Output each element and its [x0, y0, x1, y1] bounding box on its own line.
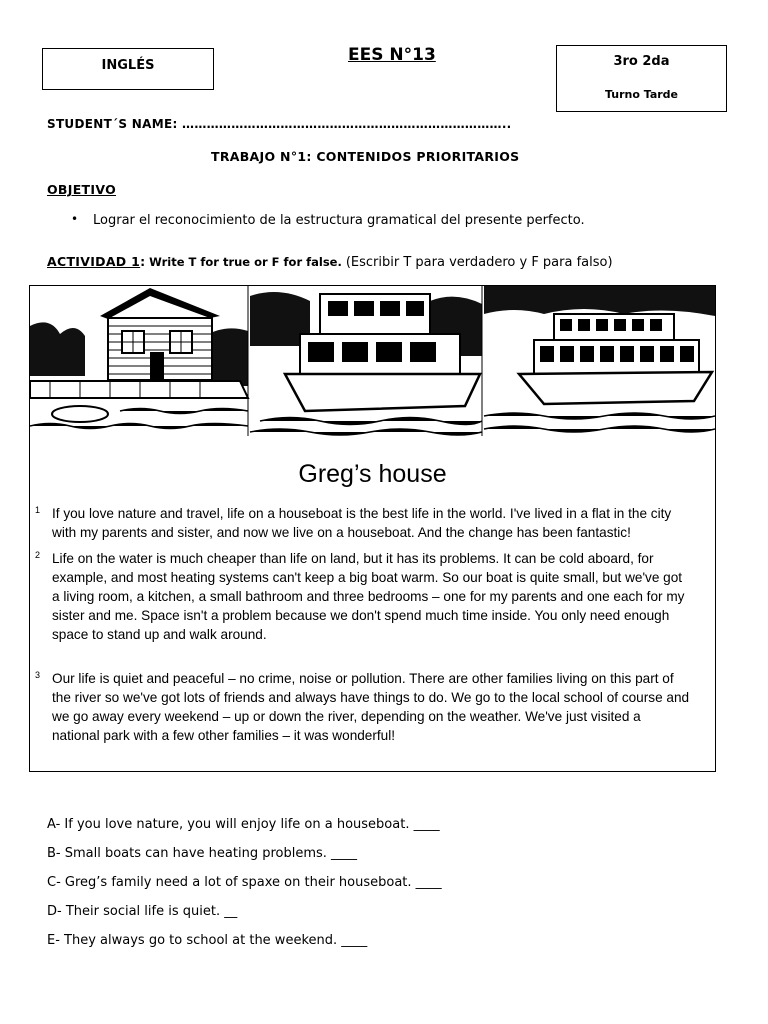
bullet-marker: •: [71, 212, 79, 226]
objective-heading: OBJETIVO: [47, 182, 117, 197]
statement-b: B- Small boats can have heating problems. ____: [47, 846, 358, 861]
activity-instruction: Write T for true or F for false.: [149, 255, 342, 269]
reading-paragraph: Our life is quiet and peaceful – no crime, noise or pollution. There are other families living on this part of the river so we've got lots of friends and always have things to do. We go to the local school of course and we go away every weekend – up or down the river, depending on the weather. We've just visited a national park with a few other families – it was wonderful!: [52, 671, 690, 743]
houseboat-illustrations: [30, 286, 715, 436]
course-box: [556, 45, 727, 112]
work-title: TRABAJO N°1: CONTENIDOS PRIORITARIOS: [211, 149, 520, 164]
student-name-field: STUDENT´S NAME: ……………………………………………………………………..: [47, 117, 512, 131]
subject-box: [42, 48, 214, 90]
reading-passage-box: [29, 285, 716, 772]
paragraph-number: 1: [35, 505, 41, 515]
statement-e: E- They always go to school at the weekend. ____: [47, 933, 368, 948]
school-title: EES N°13: [348, 45, 436, 65]
activity-instructions: [47, 254, 613, 270]
activity-label: ACTIVIDAD 1: [47, 254, 141, 269]
statement-c: C- Greg’s family need a lot of spaxe on their houseboat. ____: [47, 875, 442, 890]
wooden-house-illustration: [30, 286, 248, 436]
course-label: 3ro 2da: [613, 54, 670, 69]
paragraph-number: 3: [35, 670, 41, 680]
reading-paragraph: If you love nature and travel, life on a houseboat is the best life in the world. I've lived in a flat in the city with my parents and sister, and now we live on a houseboat. And the change has been fantastic!: [52, 506, 672, 540]
shift-label: Turno Tarde: [604, 88, 679, 101]
reading-title: Greg’s house: [298, 460, 447, 488]
houseboat-illustration: [250, 286, 482, 436]
statement-d: D- Their social life is quiet. __: [47, 904, 238, 919]
riverboat-illustration: [484, 286, 715, 436]
statement-a: A- If you love nature, you will enjoy life on a houseboat. ____: [47, 817, 440, 832]
activity-colon: :: [140, 254, 146, 269]
reading-paragraph: Life on the water is much cheaper than life on land, but it has its problems. It can be cold aboard, for example, and most heating systems can't keep a big boat warm. So our boat is quite small, but we've got a living room, a kitchen, a small bathroom and three bedrooms – one for my parents and one each for my sister and me. Space isn't a problem because we don't spend much time inside. You only need enough space to stand up and walk around.: [52, 551, 685, 642]
activity-translation: (Escribir T para verdadero y F para falso): [345, 255, 613, 270]
objective-text: Lograr el reconocimiento de la estructura gramatical del presente perfecto.: [93, 213, 585, 228]
paragraph-number: 2: [35, 550, 41, 560]
subject-label: INGLÉS: [101, 58, 155, 73]
